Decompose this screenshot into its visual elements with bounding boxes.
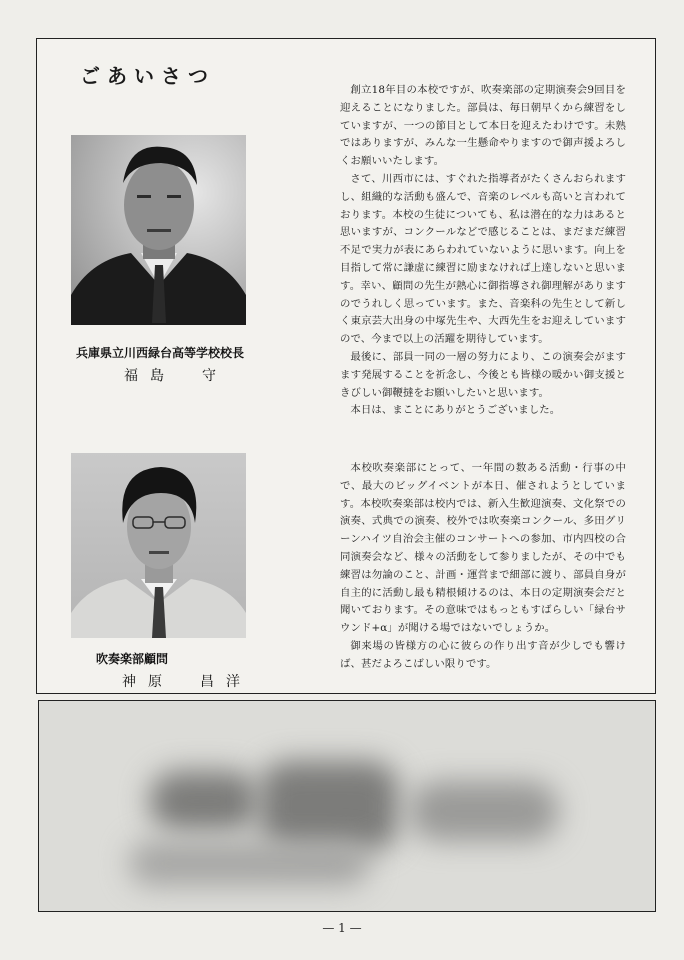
blurred-panel <box>38 700 656 912</box>
blurred-shape <box>409 781 559 841</box>
principal-title: 兵庫県立川西緑台高等学校校長 <box>76 346 245 360</box>
advisor-caption <box>96 650 252 691</box>
message-paragraph: 本校吹奏楽部にとって、一年間の数ある活動・行事の中で、最大のビッグイベントが本日、催されようとしています。本校吹奏楽部は校内では、新入生歓迎演奏、文化祭での演奏、式典での演奏、校外では吹奏楽コンクール、多田グリーンハイツ自治会主催のコンサートへの参加、市内四校の合同演奏会など、様々の活動をして参りましたが、その中でも練習は勿論のこと、計画・運営まで細部に渡り、部員自身が自主的に活動し最も精根傾けるのは、本日の定期演奏会だと聞いております。その意味ではもっともすばらしい「緑台サウンド+α」が聞ける場ではないでしょうか。 <box>340 462 626 635</box>
advisor-message <box>340 460 626 674</box>
message-paragraph: 創立18年目の本校ですが、吹奏楽部の定期演奏会9回目を迎えることになりました。部員は、毎日朝早くから練習をしていますが、一つの節目として本日を迎えたわけです。未熟ではありますが、みんな一生懸命やりますので御声援よろしくお願いいたします。 <box>340 84 626 168</box>
advisor-title: 吹奏楽部顧問 <box>96 652 169 666</box>
message-paragraph: 御来場の皆様方の心に彼らの作り出す音が少しでも響けば、甚だよろこばしい限りです。 <box>340 639 626 670</box>
blurred-shape <box>129 841 369 886</box>
principal-caption <box>76 344 244 385</box>
message-paragraph: 最後に、部員一同の一層の努力により、この演奏会がますます発展することを祈念し、今後とも皆様の暖かい御支援ときびしい御鞭撻をお願いしたいと思います。 <box>340 350 626 399</box>
advisor-name: 神原 昌洋 <box>122 674 252 690</box>
page-heading: ごあいさつ <box>80 64 215 88</box>
blurred-shape <box>149 771 259 831</box>
principal-photo <box>71 135 246 325</box>
advisor-portrait-image <box>71 453 246 638</box>
principal-portrait-image <box>71 135 246 325</box>
blurred-shape <box>259 761 399 851</box>
message-paragraph: さて、川西市には、すぐれた指導者がたくさんおられますし、組織的な活動も盛んで、音楽のレベルも高いと言われております。本校の生徒についても、私は潜在的な力はあると思いますが、コンクールなどで感じることは、まだまだ練習不足で実力が表にあらわれていないように思います。向上を目指して常に謙虚に練習に励まなければ上達しないと思います。幸い、顧問の先生が熱心に御指導され御理解がありますのでうれしく思っています。また、音楽科の先生として新しく東京芸大出身の中塚先生や、大西先生をお迎えしていますので、今まで以上の活躍を期待しています。 <box>340 172 626 346</box>
advisor-photo <box>71 453 246 638</box>
principal-message <box>340 82 626 420</box>
message-paragraph: 本日は、まことにありがとうございました。 <box>350 404 561 417</box>
page-number: — 1 — <box>322 921 362 935</box>
principal-name: 福島 守 <box>124 368 228 384</box>
